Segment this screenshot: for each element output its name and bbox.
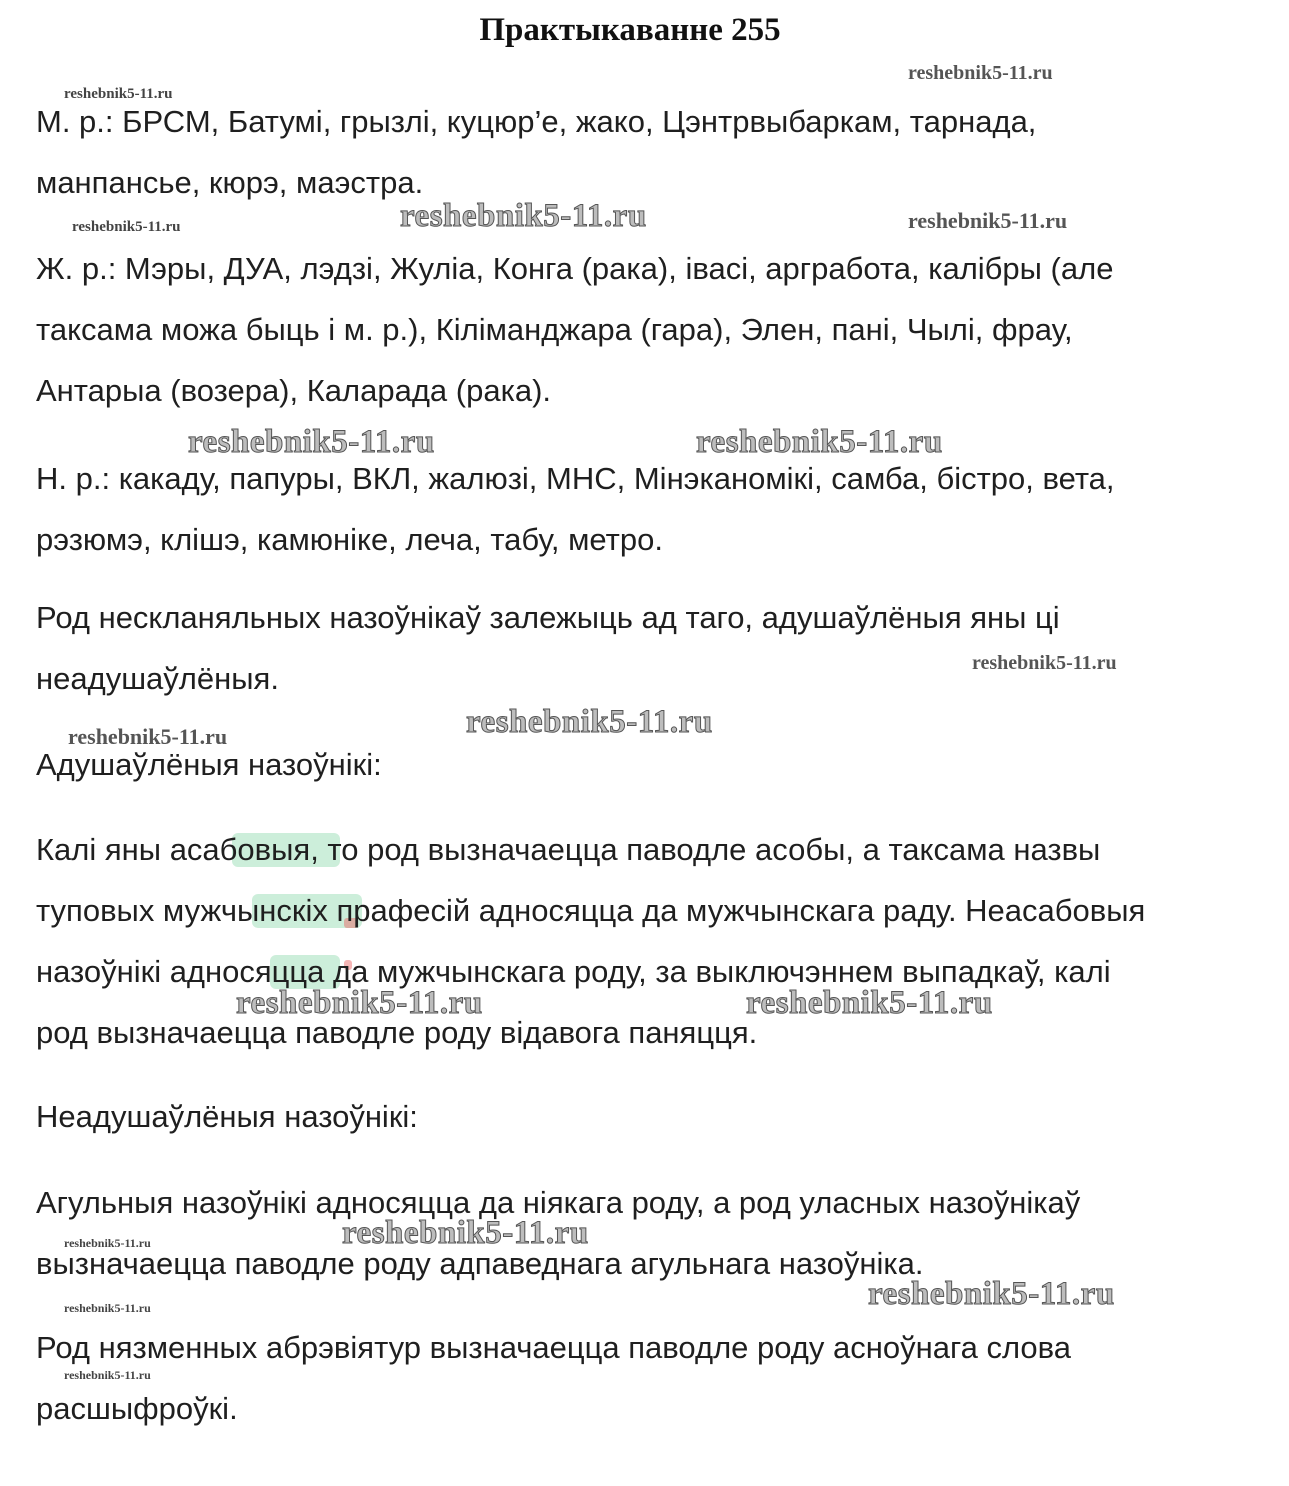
watermark: reshebnik5-11.ru <box>466 704 713 740</box>
watermark: reshebnik5-11.ru <box>696 424 943 460</box>
text-line: таксама можа быць і м. р.), Кіліманджара (гара), Элен, пані, Чылі, фрау, <box>36 312 1073 347</box>
text-line: вызначаецца паводле роду адпаведнага агульнага назоўніка. <box>36 1246 924 1281</box>
watermark: reshebnik5-11.ru <box>64 1301 151 1315</box>
text-line: неадушаўлёныя. <box>36 661 279 696</box>
watermark: reshebnik5-11.ru <box>972 652 1117 674</box>
text-line: Род нескланяльных назоўнікаў залежыць ад таго, адушаўлёныя яны ці <box>36 600 1060 635</box>
watermark: reshebnik5-11.ru <box>400 198 647 234</box>
text-line: Калі яны асабовыя, то род вызначаецца паводле асобы, а таксама назвы <box>36 832 1101 867</box>
watermark: reshebnik5-11.ru <box>342 1215 589 1251</box>
watermark: reshebnik5-11.ru <box>64 86 173 102</box>
text-line: род вызначаецца паводле роду відавога паняцця. <box>36 1015 758 1050</box>
text-line: Антарыа (возера), Каларада (рака). <box>36 373 552 408</box>
text-line: Неадушаўлёныя назоўнікі: <box>36 1099 418 1134</box>
watermark: reshebnik5-11.ru <box>746 985 993 1021</box>
page-title: Практыкаванне 255 <box>479 12 781 48</box>
text-line: расшыфроўкі. <box>36 1391 238 1426</box>
watermark: reshebnik5-11.ru <box>72 219 181 235</box>
text-line: Род нязменных абрэвіятур вызначаецца паводле роду асноўнага слова <box>36 1330 1071 1365</box>
text-line: Ж. р.: Мэры, ДУА, лэдзі, Жуліа, Конга (рака), івасі, аргработа, калібры (але <box>36 251 1114 286</box>
text-line: назоўнікі адносяцца да мужчынскага роду, за выключэннем выпадкаў, калі <box>36 954 1111 989</box>
text-line: Н. р.: какаду, папуры, ВКЛ, жалюзі, МНС, Мінэканомікі, самба, бістро, вета, <box>36 461 1115 496</box>
text-line: манпансье, кюрэ, маэстра. <box>36 165 424 200</box>
watermark: reshebnik5-11.ru <box>188 424 435 460</box>
text-line: рэзюмэ, клішэ, камюніке, леча, табу, метро. <box>36 522 663 557</box>
text-line: Агульныя назоўнікі адносяцца да ніякага роду, а род уласных назоўнікаў <box>36 1185 1081 1220</box>
watermark: reshebnik5-11.ru <box>64 1236 151 1250</box>
watermark: reshebnik5-11.ru <box>908 208 1068 233</box>
watermark: reshebnik5-11.ru <box>68 724 228 749</box>
watermark: reshebnik5-11.ru <box>64 1368 151 1382</box>
text-line: туповых мужчынскіх прафесій адносяцца да мужчынскага раду. Неасабовыя <box>36 893 1146 928</box>
text-line: Адушаўлёныя назоўнікі: <box>36 747 382 782</box>
text-line: М. р.: БРСМ, Батумі, грызлі, куцюр’е, жако, Цэнтрвыбаркам, тарнада, <box>36 104 1037 139</box>
watermark: reshebnik5-11.ru <box>908 62 1053 84</box>
watermark: reshebnik5-11.ru <box>868 1276 1115 1312</box>
watermark: reshebnik5-11.ru <box>236 985 483 1021</box>
